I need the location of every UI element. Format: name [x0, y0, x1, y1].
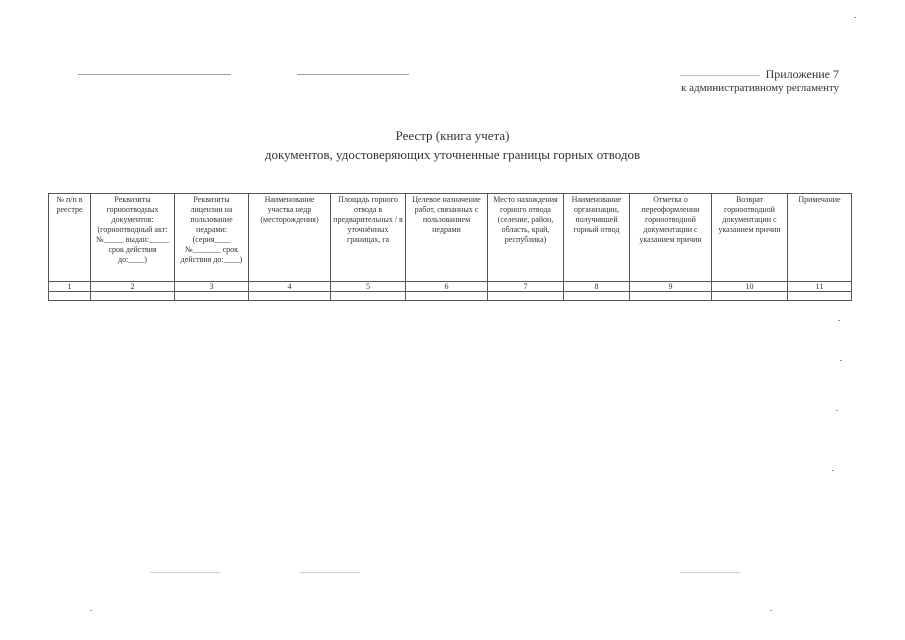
column-number: 3: [175, 282, 249, 292]
column-number: 10: [712, 282, 788, 292]
header-row: [49, 194, 852, 282]
scan-line: [297, 74, 409, 75]
header-cell: Место нахождения горного отвода (селение, район, область, край, республика): [488, 194, 564, 282]
column-number: 6: [406, 282, 488, 292]
speck: [90, 610, 92, 611]
empty-cell: [406, 292, 488, 301]
title-line-2: документов, удостоверяющих уточненные границы горных отводов: [264, 147, 641, 162]
column-number: 4: [249, 282, 331, 292]
column-number-row: [49, 282, 852, 292]
empty-cell: [488, 292, 564, 301]
speck: [838, 320, 840, 321]
column-number: 11: [788, 282, 852, 292]
speck: [840, 360, 842, 361]
speck: [854, 17, 856, 18]
empty-cell: [91, 292, 175, 301]
speck: [770, 610, 772, 611]
header-cell: Возврат горноотводной документации с указанием причин: [712, 194, 788, 282]
document-title: [0, 126, 905, 164]
column-number: 1: [49, 282, 91, 292]
column-number: 7: [488, 282, 564, 292]
appendix-reference: к административному регламенту: [681, 82, 839, 94]
speck: [836, 410, 838, 411]
scan-line: [78, 74, 231, 75]
registry-table: [48, 193, 852, 301]
header-cell: Наименование организации, получившей горный отвод: [564, 194, 630, 282]
empty-cell: [788, 292, 852, 301]
empty-cell: [175, 292, 249, 301]
scan-line: [150, 572, 220, 573]
column-number: 8: [564, 282, 630, 292]
empty-cell: [331, 292, 406, 301]
header-cell: Наименование участка недр (месторождения): [249, 194, 331, 282]
header-cell: Реквизиты горноотводных документов: (горноотводный акт: №_____ выдан:_____ срок действия до:____): [91, 194, 175, 282]
header-cell: Целевое назначение работ, связанных с пользованием недрами: [406, 194, 488, 282]
column-number: 2: [91, 282, 175, 292]
appendix-note: [681, 67, 839, 95]
empty-cell: [630, 292, 712, 301]
empty-cell: [49, 292, 91, 301]
empty-row: [49, 292, 852, 301]
header-cell: Отметка о переоформлении горноотводной документации с указанием причин: [630, 194, 712, 282]
scan-line: [680, 572, 740, 573]
column-number: 5: [331, 282, 406, 292]
title-line-1: Реестр (книга учета): [395, 128, 510, 143]
scan-line: [300, 572, 360, 573]
speck: [832, 470, 834, 471]
header-cell: Площадь горного отвода в предварительных / в уточнённых границах, га: [331, 194, 406, 282]
header-cell: Реквизиты лицензии на пользование недрами: (серия____ №_______ срок действия до:____): [175, 194, 249, 282]
header-cell: Примечание: [788, 194, 852, 282]
column-number: 9: [630, 282, 712, 292]
appendix-number: Приложение 7: [765, 67, 839, 81]
empty-cell: [249, 292, 331, 301]
header-cell: № п/п в реестре: [49, 194, 91, 282]
empty-cell: [564, 292, 630, 301]
empty-cell: [712, 292, 788, 301]
